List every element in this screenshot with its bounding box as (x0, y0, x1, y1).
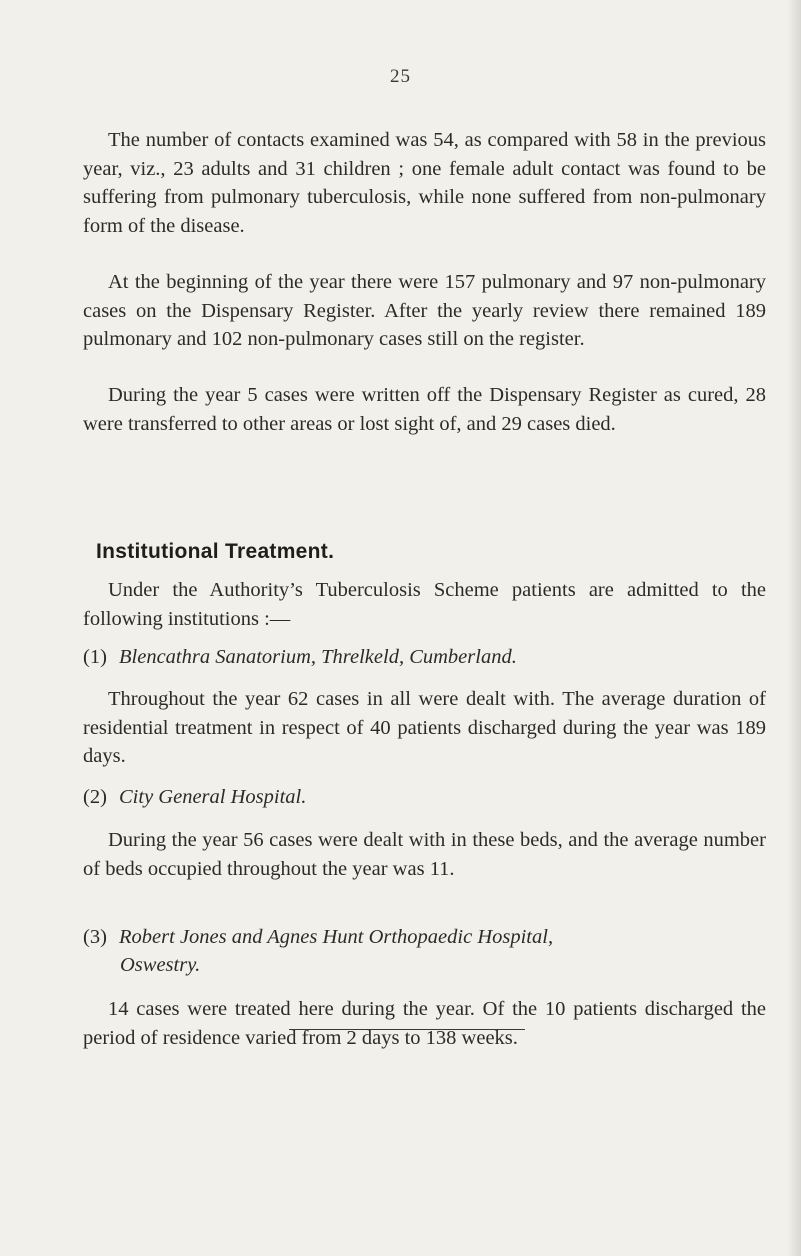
institution-1-title (83, 646, 517, 669)
section-intro (83, 576, 766, 633)
institution-2-paragraph (83, 826, 766, 883)
institution-1-paragraph (83, 685, 766, 771)
page-edge-shadow (787, 0, 801, 1256)
institution-3-name-line2: Oswestry. (120, 954, 201, 976)
page-number: 25 (390, 66, 411, 87)
closing-rule (289, 1029, 525, 1030)
institution-2-name: City General Hospital. (119, 786, 307, 808)
institution-3-number: (3) (83, 926, 107, 948)
institution-2-title (83, 786, 306, 809)
institution-1-text: Throughout the year 62 cases in all were dealt with. The average duration of residential treatment in respect of 40 patients discharged during the year was 189 days. (83, 688, 766, 767)
institution-3-text: 14 cases were treated here during the year. Of the 10 patients discharged the period of residence varied from 2 days to 138 weeks. (83, 998, 766, 1049)
institution-3-paragraph (83, 995, 766, 1052)
institution-2-number: (2) (83, 786, 107, 808)
institution-1-name: Blencathra Sanatorium, Threlkeld, Cumberland. (119, 646, 517, 668)
paragraph-register (83, 268, 766, 354)
institution-3-name-line1: Robert Jones and Agnes Hunt Orthopaedic Hospital, (119, 926, 554, 948)
paragraph-register-text: At the beginning of the year there were 157 pulmonary and 97 non-pulmonary cases on the Dispensary Register. After the yearly review there remained 189 pulmonary and 102 non-pulmonary cases still on the register. (83, 271, 766, 350)
paragraph-contacts-text: The number of contacts examined was 54, as compared with 58 in the previous year, viz., 23 adults and 31 children ; one female adult contact was found to be suffering from pulmonary tuberculosis, while none suffered from non-pulmonary form of the disease. (83, 129, 766, 237)
section-intro-text: Under the Authority’s Tuberculosis Scheme patients are admitted to the following institutions :— (83, 579, 766, 630)
paragraph-written-off-text: During the year 5 cases were written off the Dispensary Register as cured, 28 were transferred to other areas or lost sight of, and 29 cases died. (83, 384, 766, 435)
institution-3-title (83, 926, 553, 949)
institution-2-text: During the year 56 cases were dealt with in these beds, and the average number of beds occupied throughout the year was 11. (83, 829, 766, 880)
institution-1-number: (1) (83, 646, 107, 668)
paragraph-contacts (83, 126, 766, 240)
section-heading: Institutional Treatment. (96, 540, 335, 563)
paragraph-written-off (83, 381, 766, 438)
